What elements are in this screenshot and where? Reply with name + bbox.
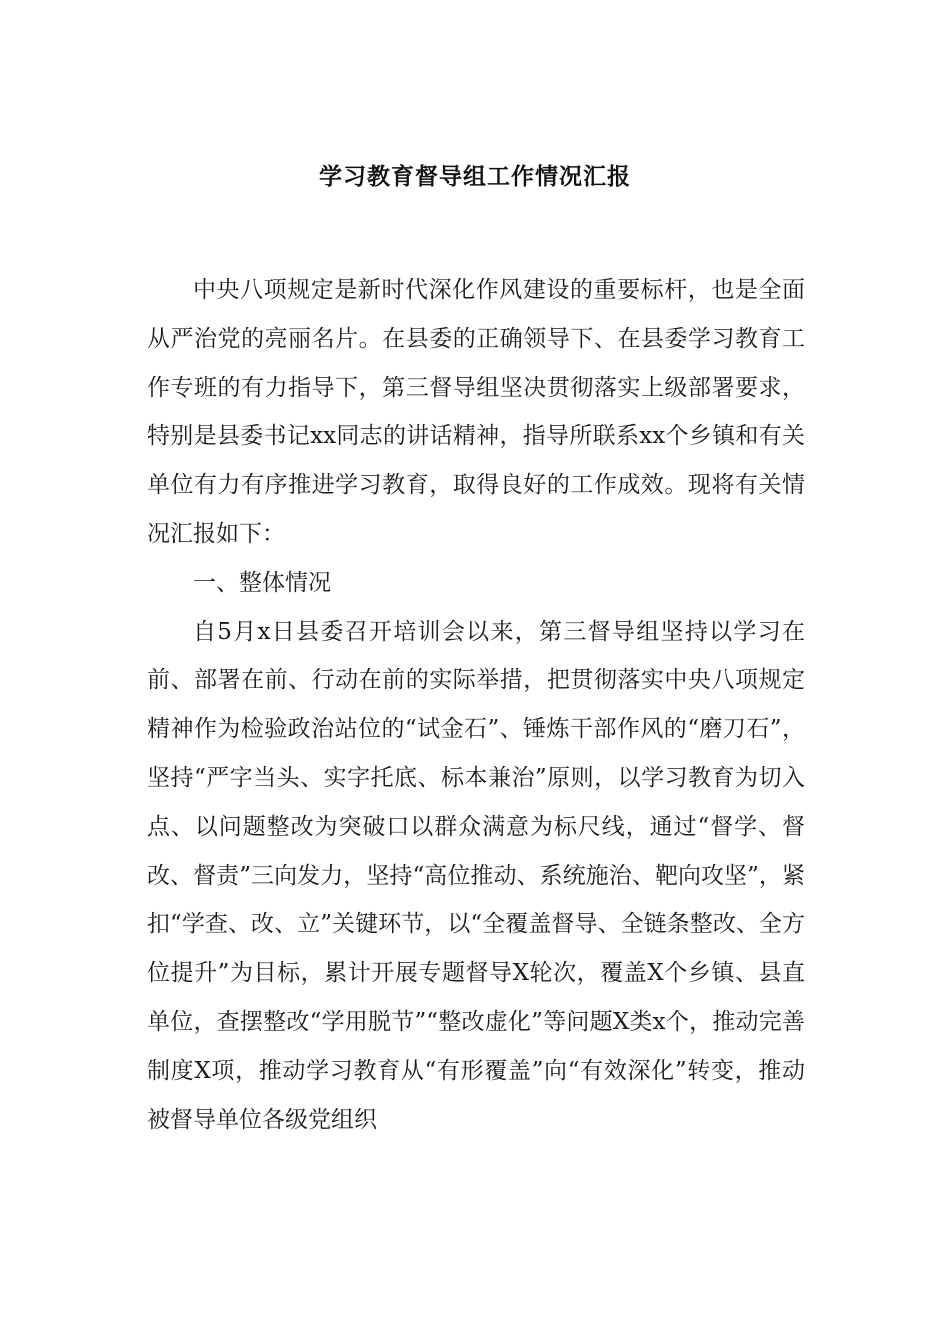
intro-paragraph: 中央八项规定是新时代深化作风建设的重要标杆，也是全面从严治党的亮丽名片。在县委的正确领导下、在县委学习教育工作专班的有力指导下，第三督导组坚决贯彻落实上级部署要求，特别是县委书记xx同志的讲话精神，指导所联系xx个乡镇和有关单位有力有序推进学习教育，取得良好的工作成效。现将有关情况汇报如下： (147, 277, 805, 547)
section-heading-overall: 一、整体情况 (193, 569, 331, 596)
overall-paragraph: 自5月x日县委召开培训会以来，第三督导组坚持以学习在前、部署在前、行动在前的实际举措，把贯彻落实中央八项规定精神作为检验政治站位的“试金石”、锤炼干部作风的“磨刀石”，坚持“严字当头、实字托底、标本兼治”原则，以学习教育为切入点、以问题整改为突破口以群众满意为标尺线，通过“督学、督改、督责”三向发力，坚持“高位推动、系统施治、靶向攻坚”，紧扣“学查、改、立”关键环节，以“全覆盖督导、全链条整改、全方位提升”为目标，累计开展专题督导X轮次，覆盖X个乡镇、县直单位，查摆整改“学用脱节”“整改虚化”等问题X类x个，推动完善制度X项，推动学习教育从“有形覆盖”向“有效深化”转变，推动被督导单位各级党组织 (147, 618, 805, 1133)
document-title: 学习教育督导组工作情况汇报 (319, 163, 631, 190)
document-body (147, 266, 805, 1144)
